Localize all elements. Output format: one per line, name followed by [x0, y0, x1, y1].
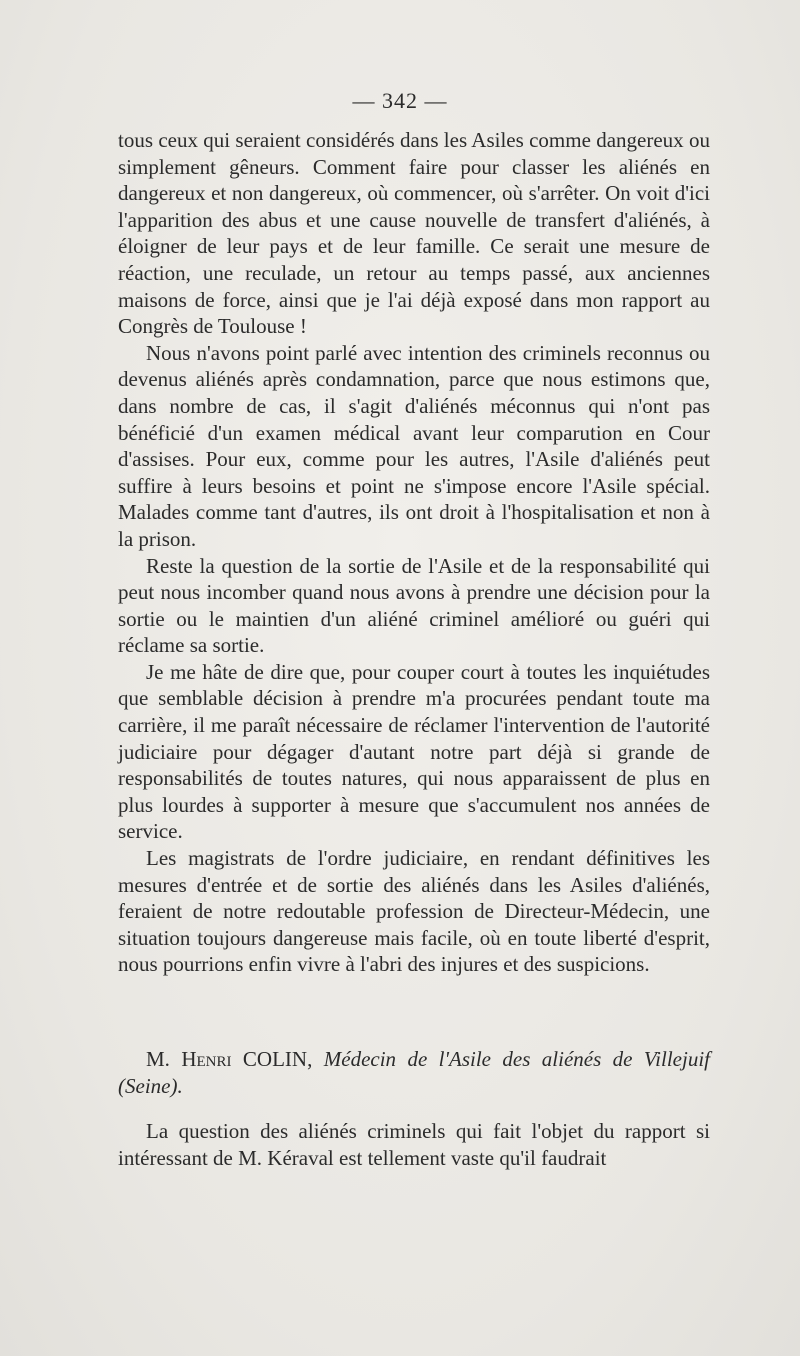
paragraph-3: Reste la question de la sortie de l'Asile et de la responsabilité qui peut nous incomber quand nous avons à prendre une décision pour la sortie ou le maintien d'un aliéné criminel amélioré ou guéri qui réclame sa sortie.	[118, 553, 710, 658]
closing-paragraph	[118, 1118, 710, 1172]
paragraph-5: Les magistrats de l'ordre judiciaire, en rendant définitives les mesures d'entrée et de sortie des aliénés dans les Asiles d'aliénés, feraient de notre redoutable profession de Directeur-Médecin, une situation toujours dangereuse mais facile, où en toute liberté d'esprit, nous pourrions enfin vivre à l'abri des injures et des suspicions.	[118, 846, 710, 977]
speaker-first-name: Henri	[181, 1047, 232, 1071]
speaker-line	[118, 1046, 710, 1100]
speaker-last-name: COLIN,	[242, 1047, 313, 1071]
paragraph-4: Je me hâte de dire que, pour couper court à toutes les inquiétudes que semblable décision à prendre m'a procurées pendant toute ma carrière, il me paraît nécessaire de réclamer l'intervention de l'autorité judiciaire pour dégager d'autant notre part déjà si grande de responsabilités de toutes natures, qui nous apparaissent de plus en plus lourdes à supporter à mesure que s'accumulent nos années de service.	[118, 659, 710, 844]
speaker-prefix: M.	[146, 1047, 170, 1071]
page-number: — 342 —	[352, 88, 448, 113]
speaker-title: Médecin de l'Asile des aliénés de Villejuif (Seine).	[118, 1047, 710, 1098]
closing-text: La question des aliénés criminels qui fait l'objet du rapport si intéressant de M. Kéraval est tellement vaste qu'il faudrait	[118, 1119, 710, 1170]
paragraph-2: Nous n'avons point parlé avec intention des criminels reconnus ou devenus aliénés après condamnation, parce que nous estimons que, dans nombre de cas, il s'agit d'aliénés méconnus qui n'ont pas bénéficié d'un examen médical avant leur comparution en Cour d'assises. Pour eux, comme pour les autres, l'Asile d'aliénés peut suffire à leurs besoins et point ne s'impose encore l'Asile spécial. Malades comme tant d'autres, ils ont droit à l'hospitalisation et non à la prison.	[118, 340, 710, 551]
body-text	[118, 127, 710, 978]
paragraph-1: tous ceux qui seraient considérés dans les Asiles comme dangereux ou simplement gêneurs. Comment faire pour classer les aliénés en dangereux et non dangereux, où commencer, où s'arrêter. On voit d'ici l'apparition des abus et une cause nouvelle de transfert d'aliénés, à éloigner de leur pays et de leur famille. Ce serait une mesure de réaction, une reculade, un retour au temps passé, aux anciennes maisons de force, ainsi que je l'ai déjà exposé dans mon rapport au Congrès de Toulouse !	[118, 128, 710, 339]
speaker-heading	[118, 1046, 710, 1100]
